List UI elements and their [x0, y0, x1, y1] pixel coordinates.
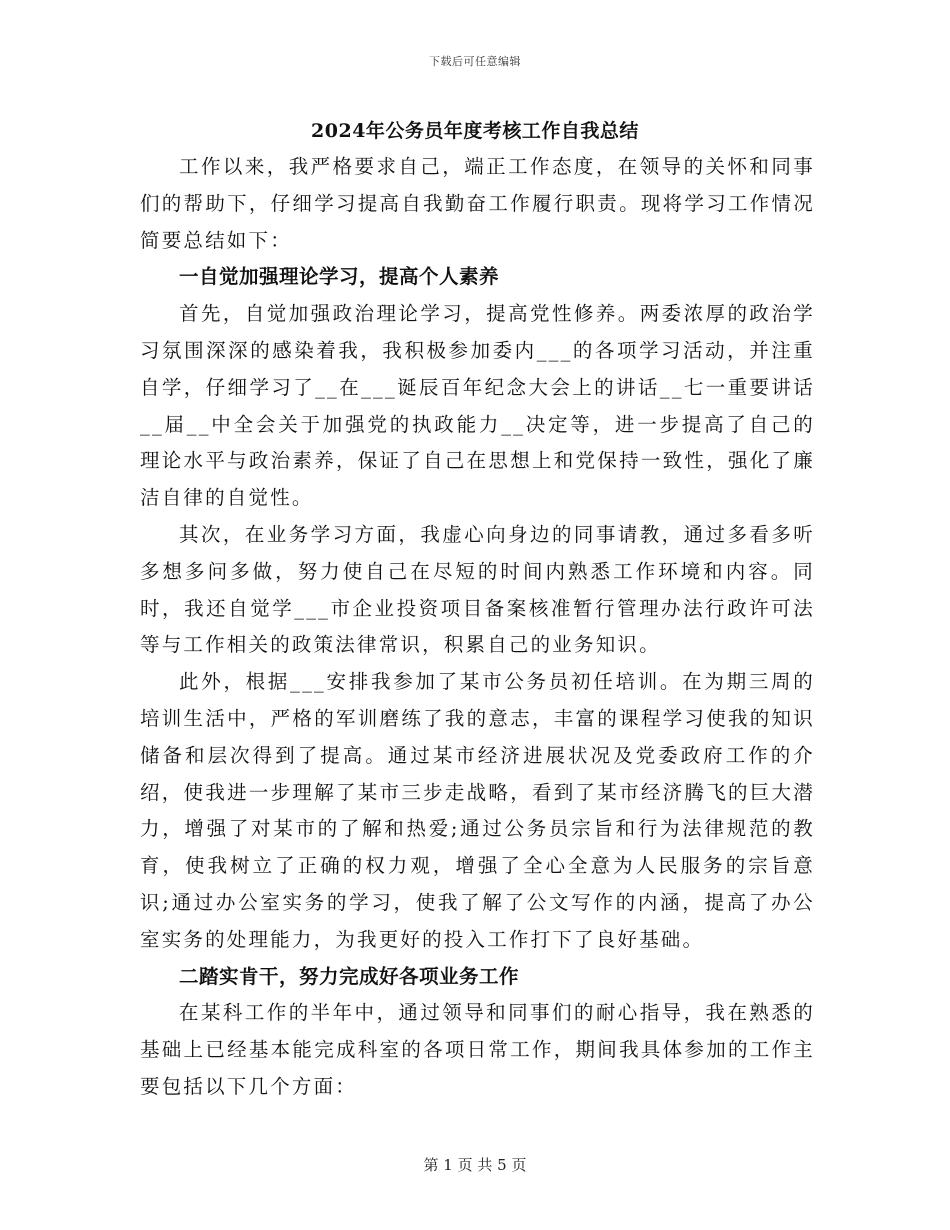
section-1-paragraph-2: 其次，在业务学习方面，我虚心向身边的同事请教，通过多看多听多想多问多做，努力使自己在尽短的时间内熟悉工作环境和内容。同时，我还自觉学___市企业投资项目备案核准暂行管理办法行政许可法等与工作相关的政策法律常识，积累自己的业务知识。 — [140, 522, 815, 657]
section-1-paragraph-1: 首先，自觉加强政治理论学习，提高党性修养。两委浓厚的政治学习氛围深深的感染着我，我积极参加委内___的各项学习活动，并注重自学，仔细学习了__在___诞辰百年纪念大会上的讲话__七一重要讲话__届__中全会关于加强党的执政能力__决定等，进一步提高了自己的理论水平与政治素养，保证了自己在思想上和党保持一致性，强化了廉洁自律的自觉性。 — [140, 302, 815, 510]
section-2-paragraph-1: 在某科工作的半年中，通过领导和同事们的耐心指导，我在熟悉的基础上已经基本能完成科室的各项日常工作，期间我具体参加的工作主要包括以下几个方面： — [140, 1001, 815, 1098]
page-header: 下载后可任意编辑 — [429, 55, 521, 68]
intro-paragraph: 工作以来，我严格要求自己，端正工作态度，在领导的关怀和同事们的帮助下，仔细学习提高自我勤奋工作履行职责。现将学习工作情况简要总结如下： — [140, 155, 815, 252]
document-title: 2024年公务员年度考核工作自我总结 — [311, 120, 639, 142]
document-body — [140, 149, 815, 1106]
section-1-paragraph-3: 此外，根据___安排我参加了某市公务员初任培训。在为期三周的培训生活中，严格的军训磨练了我的意志，丰富的课程学习使我的知识储备和层次得到了提高。通过某市经济进展状况及党委政府工作的介绍，使我进一步理解了某市三步走战略，看到了某市经济腾飞的巨大潜力，增强了对某市的了解和热爱;通过公务员宗旨和行为法律规范的教育，使我树立了正确的权力观，增强了全心全意为人民服务的宗旨意识;通过办公室实务的学习，使我了解了公文写作的内涵，提高了办公室实务的处理能力，为我更好的投入工作打下了良好基础。 — [140, 670, 815, 951]
page-footer: 第 1 页 共 5 页 — [423, 1156, 527, 1174]
section-2-heading: 二踏实肯干，努力完成好各项业务工作 — [179, 964, 520, 988]
section-1-heading: 一自觉加强理论学习，提高个人素养 — [179, 265, 500, 289]
